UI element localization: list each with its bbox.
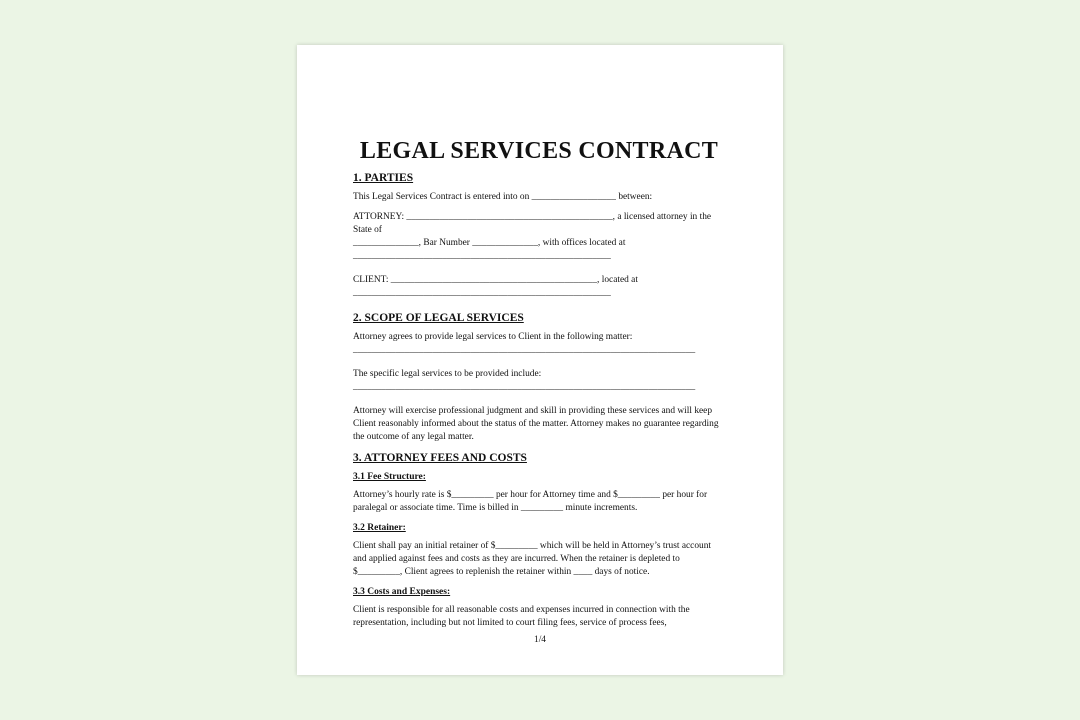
retainer-paragraph: Client shall pay an initial retainer of $_________ which will be held in Attorney’s trust account and applied against fees and costs as they are incurred. When the retainer is depleted to $_________, Client agrees to replenish the retainer within ____ days of notice. (353, 541, 711, 577)
section-heading-scope: 2. SCOPE OF LEGAL SERVICES (353, 312, 524, 324)
document-content (353, 137, 725, 637)
section-heading-fees: 3. ATTORNEY FEES AND COSTS (353, 452, 527, 464)
costs-paragraph: Client is responsible for all reasonable costs and expenses incurred in connection with the representation, including but not limited to court filing fees, service of process fees, (353, 605, 690, 628)
scope-matter-line-1: Attorney agrees to provide legal services to Client in the following matter: (353, 332, 633, 342)
subheading-fee-structure: 3.1 Fee Structure: (353, 472, 426, 482)
attorney-line-1: ATTORNEY: ____________________________________________, a licensed attorney in the State of (353, 212, 712, 235)
scope-services-block (353, 368, 725, 394)
attorney-line-3: _______________________________________________________ (353, 251, 611, 261)
page-number: 1/4 (534, 635, 546, 645)
scope-matter-block (353, 331, 725, 357)
attorney-block (353, 211, 725, 263)
scope-matter-line-2: _________________________________________________________________________ (353, 345, 696, 355)
scope-services-line-2: _________________________________________________________________________ (353, 382, 696, 392)
document-page (297, 45, 783, 675)
subheading-retainer: 3.2 Retainer: (353, 523, 406, 533)
client-line-1: CLIENT: ____________________________________________, located at (353, 275, 638, 285)
fee-structure-paragraph: Attorney’s hourly rate is $_________ per hour for Attorney time and $_________ per hour for paralegal or associate time. Time is billed in _________ minute increments. (353, 490, 708, 513)
section-heading-parties: 1. PARTIES (353, 172, 414, 184)
subheading-costs: 3.3 Costs and Expenses: (353, 587, 451, 597)
scope-services-line-1: The specific legal services to be provided include: (353, 369, 542, 379)
client-block (353, 274, 725, 300)
scope-judgment-paragraph: Attorney will exercise professional judgment and skill in providing these services and will keep Client reasonably informed about the status of the matter. Attorney makes no guarantee regarding the outcome of any legal matter. (353, 406, 719, 442)
attorney-line-2: ______________, Bar Number ______________, with offices located at (353, 238, 626, 248)
parties-intro: This Legal Services Contract is entered into on __________________ between: (353, 192, 653, 202)
document-title: LEGAL SERVICES CONTRACT (359, 138, 719, 164)
client-line-2: _______________________________________________________ (353, 288, 611, 298)
